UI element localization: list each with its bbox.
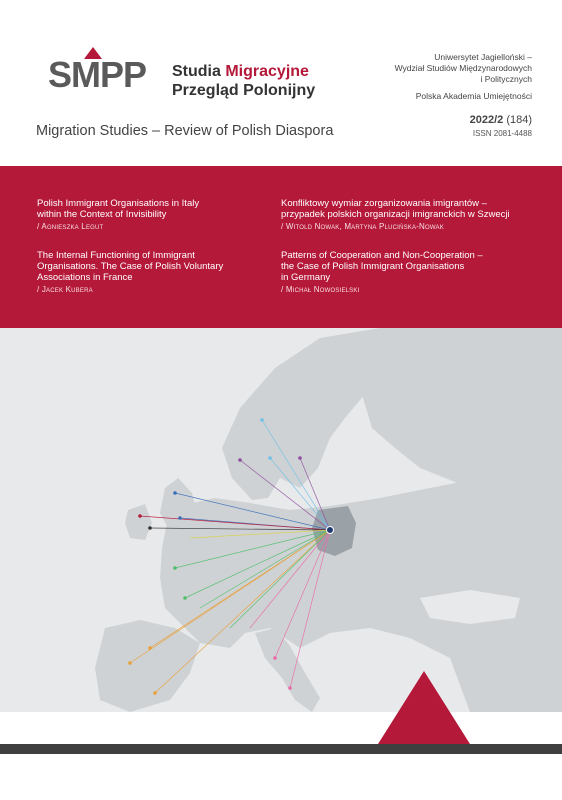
article-3: Konfliktowy wymiar zorganizowania imigrantów – przypadek polskich organizacji imigranckich w Szwecji / Witold Nowak, Martyna Plucińska-Nowak [281,198,551,231]
issue-number: 2022/2 [469,114,504,126]
issn: ISSN 2081-4488 [472,129,532,138]
logo-letters: SMPP [48,54,147,95]
article-4: Patterns of Cooperation and Non-Cooperation – the Case of Polish Immigrant Organisations in Germany / Michał Nowosielski [281,250,551,294]
article-2: The Internal Functioning of Immigrant Organisations. The Case of Polish Voluntary Associations in France / Jacek Kubera [37,250,287,294]
publisher-info: Uniwersytet Jagielloński – Wydział Studiów Międzynarodowych i Politycznych Polska Akademia Umiejętności [394,52,532,101]
origin-poland-point [327,527,334,534]
article-author: / Michał Nowosielski [281,285,360,294]
article-author: / Agnieszka Legut [37,222,104,231]
article-author: / Jacek Kubera [37,285,93,294]
issue-info: 2022/2 (184) ISSN 2081-4488 [469,114,532,138]
contents-band [0,166,562,328]
bottom-triangle-icon [378,671,470,744]
bottom-bar [0,744,562,754]
article-1: Polish Immigrant Organisations in Italy within the Context of Invisibility / Agnieszka Legut [37,198,287,231]
journal-title-en: Migration Studies – Review of Polish Diaspora [36,123,334,139]
europe-map [0,328,562,712]
smpp-logo [48,47,158,97]
journal-title-pl: Studia Migracyjne Przegląd Polonijny [172,63,316,99]
article-author: / Witold Nowak, Martyna Plucińska-Nowak [281,222,444,231]
